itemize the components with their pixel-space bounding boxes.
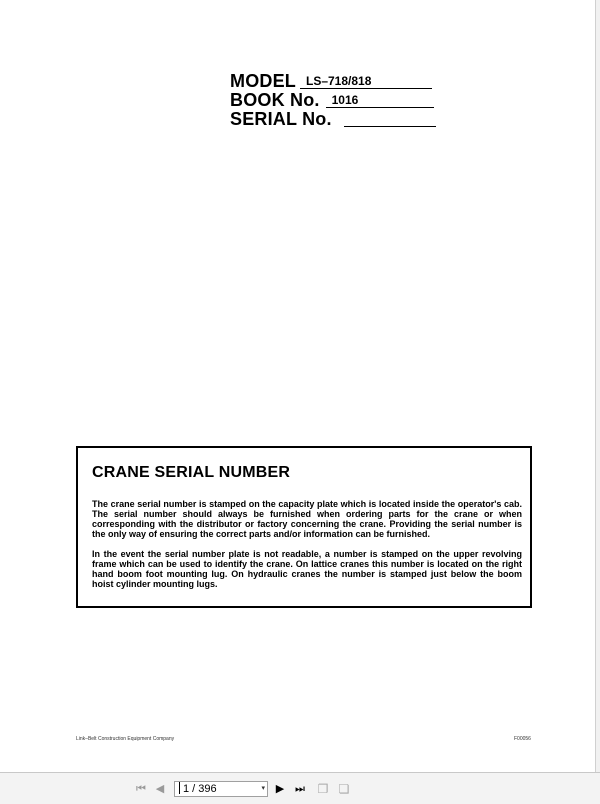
book-row <box>230 91 436 110</box>
crane-serial-notice <box>76 446 532 608</box>
next-page-icon[interactable]: ▶ <box>275 782 285 795</box>
last-page-icon[interactable]: ⏭ <box>295 782 305 795</box>
book-value: 1016 <box>326 94 434 108</box>
book-label: BOOK No. <box>230 90 320 110</box>
single-page-view-icon[interactable]: ❐ <box>317 782 329 796</box>
text-cursor <box>179 782 180 794</box>
footer-company: Link–Belt Construction Equipment Company <box>76 736 175 742</box>
page-number-value: 1 / 396 <box>183 783 217 795</box>
model-label: MODEL <box>230 71 296 91</box>
notice-title: CRANE SERIAL NUMBER <box>92 464 291 481</box>
chevron-down-icon[interactable]: ▾ <box>261 785 265 792</box>
page-number-input[interactable] <box>174 781 268 797</box>
page-navigation-toolbar <box>0 772 600 804</box>
serial-row <box>230 110 436 129</box>
model-row <box>230 72 436 91</box>
serial-value <box>344 126 436 127</box>
notice-paragraph-1: The crane serial number is stamped on the capacity plate which is located inside the operator's cab. The serial number should always be furnished when ordering parts for the crane or when corresponding with the distributor or factory concerning the crane. Providing the serial number is the only way of ensuring the correct parts and/or information can be furnished. <box>92 499 522 539</box>
footer-code: F00056 <box>514 736 531 742</box>
document-header <box>230 72 436 129</box>
serial-label: SERIAL No. <box>230 109 332 129</box>
notice-paragraph-2: In the event the serial number plate is not readable, a number is stamped on the upper revolving frame which can be used to identify the crane. On lattice cranes this number is located on the right hand boom foot mounting lug. On hydraulic cranes the number is stamped just below the boom hoist cylinder mounting lugs. <box>92 549 522 589</box>
previous-page-icon[interactable]: ◀ <box>155 782 165 795</box>
first-page-icon[interactable]: ⏮ <box>136 782 146 795</box>
model-value: LS–718/818 <box>300 75 432 89</box>
continuous-view-icon[interactable]: ❏ <box>338 782 350 796</box>
